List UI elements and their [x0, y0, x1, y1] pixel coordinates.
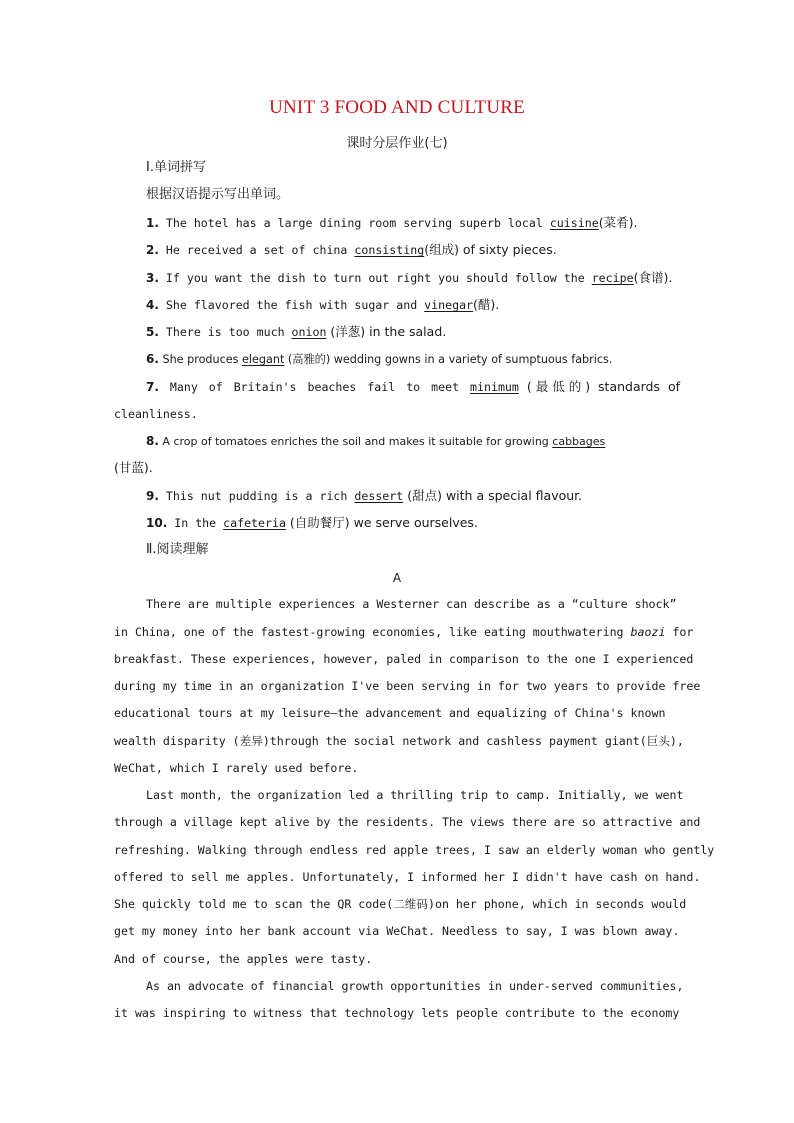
item-number: 8.	[146, 434, 159, 448]
item-text: If you want the dish to turn out right you should follow the	[165, 271, 592, 285]
answer-word: dessert	[354, 489, 404, 503]
item-number: 4.	[146, 298, 159, 312]
exercise-item-2	[146, 242, 712, 258]
item-hint: (醋).	[473, 297, 500, 312]
item-hint: (洋葱) in the salad.	[326, 324, 447, 339]
item-number: 9.	[146, 489, 159, 503]
item-hint: (自助餐厅) we serve ourselves.	[285, 515, 478, 530]
passage-line: through a village kept alive by the residents. The views there are so attractive and	[114, 815, 701, 829]
section-heading-spelling: Ⅰ.单词拼写	[146, 160, 206, 175]
answer-word: vinegar	[424, 298, 474, 312]
item-number: 3.	[146, 271, 159, 285]
passage-line: She quickly told me to scan the QR code(二维码)on her phone, which in seconds would	[114, 897, 687, 911]
exercise-item-8-continued: (甘蓝).	[114, 460, 153, 475]
item-text: The hotel has a large dining room serving superb local	[165, 216, 550, 230]
section-heading-reading: Ⅱ.阅读理解	[146, 542, 209, 557]
answer-word: consisting	[354, 243, 425, 257]
item-number: 5.	[146, 325, 159, 339]
passage-line: wealth disparity (差异)through the social network and cashless payment giant(巨头),	[114, 734, 684, 748]
passage-line: in China, one of the fastest-growing economies, like eating mouthwatering baozi for	[114, 625, 694, 639]
item-text: She produces	[162, 353, 243, 366]
item-number: 10.	[146, 516, 168, 530]
passage-line: Last month, the organization led a thrilling trip to camp. Initially, we went	[146, 788, 684, 802]
exercise-item-4	[146, 297, 712, 313]
item-text: There is too much	[165, 325, 292, 339]
passage-label: A	[392, 571, 402, 585]
answer-word: cabbages	[552, 435, 606, 448]
item-text: He received a set of china	[165, 243, 355, 257]
item-hint: (最低的) standards of	[518, 379, 680, 394]
passage-line: refreshing. Walking through endless red apple trees, I saw an elderly woman who gently	[114, 843, 715, 857]
exercise-item-7-continued: cleanliness.	[114, 407, 198, 421]
item-text: This nut pudding is a rich	[165, 489, 355, 503]
section-instruction: 根据汉语提示写出单词。	[146, 187, 290, 202]
exercise-item-8	[146, 433, 712, 450]
item-number: 7.	[146, 380, 159, 394]
answer-word: minimum	[470, 380, 519, 394]
exercise-item-10	[146, 515, 712, 531]
item-number: 1.	[146, 216, 159, 230]
item-number: 6.	[146, 352, 159, 366]
item-hint: (甜点) with a special flavour.	[403, 488, 583, 503]
answer-word: cafeteria	[223, 516, 286, 530]
answer-word: recipe	[591, 271, 634, 285]
item-number: 2.	[146, 243, 159, 257]
item-hint: (食谱).	[633, 270, 673, 285]
item-text: Many of Britain's beaches fail to meet	[169, 380, 471, 394]
item-text: In the	[174, 516, 224, 530]
answer-word: onion	[291, 325, 327, 339]
item-text: She flavored the fish with sugar and	[165, 298, 425, 312]
answer-word: cuisine	[549, 216, 599, 230]
page-title: UNIT 3 FOOD AND CULTURE	[269, 97, 525, 118]
page-subtitle: 课时分层作业(七)	[346, 136, 448, 151]
exercise-item-1	[146, 215, 712, 231]
item-hint: (菜肴).	[598, 215, 638, 230]
exercise-item-6	[146, 351, 712, 368]
passage-line: As an advocate of financial growth opportunities in under-served communities,	[146, 979, 684, 993]
passage-line: during my time in an organization I've been serving in for two years to provide free	[114, 679, 701, 693]
answer-word: elegant	[242, 353, 285, 366]
exercise-item-9	[146, 488, 712, 504]
item-hint: (高雅的) wedding gowns in a variety of sumptuous fabrics.	[284, 353, 613, 366]
passage-line: And of course, the apples were tasty.	[114, 952, 373, 966]
item-text: A crop of tomatoes enriches the soil and makes it suitable for growing	[162, 435, 553, 448]
passage-line: get my money into her bank account via WeChat. Needless to say, I was blown away.	[114, 924, 680, 938]
passage-line: it was inspiring to witness that technology lets people contribute to the economy	[114, 1006, 680, 1020]
exercise-item-3	[146, 270, 712, 286]
passage-line: WeChat, which I rarely used before.	[114, 761, 359, 775]
passage-line: There are multiple experiences a Westerner can describe as a “culture shock”	[146, 597, 677, 611]
exercise-item-7	[146, 379, 680, 395]
passage-line: educational tours at my leisure—the advancement and equalizing of China's known	[114, 706, 666, 720]
passage-line: offered to sell me apples. Unfortunately, I informed her I didn't have cash on hand.	[114, 870, 701, 884]
item-hint: (组成) of sixty pieces.	[424, 242, 557, 257]
passage-line: breakfast. These experiences, however, paled in comparison to the one I experienced	[114, 652, 694, 666]
exercise-item-5	[146, 324, 712, 340]
